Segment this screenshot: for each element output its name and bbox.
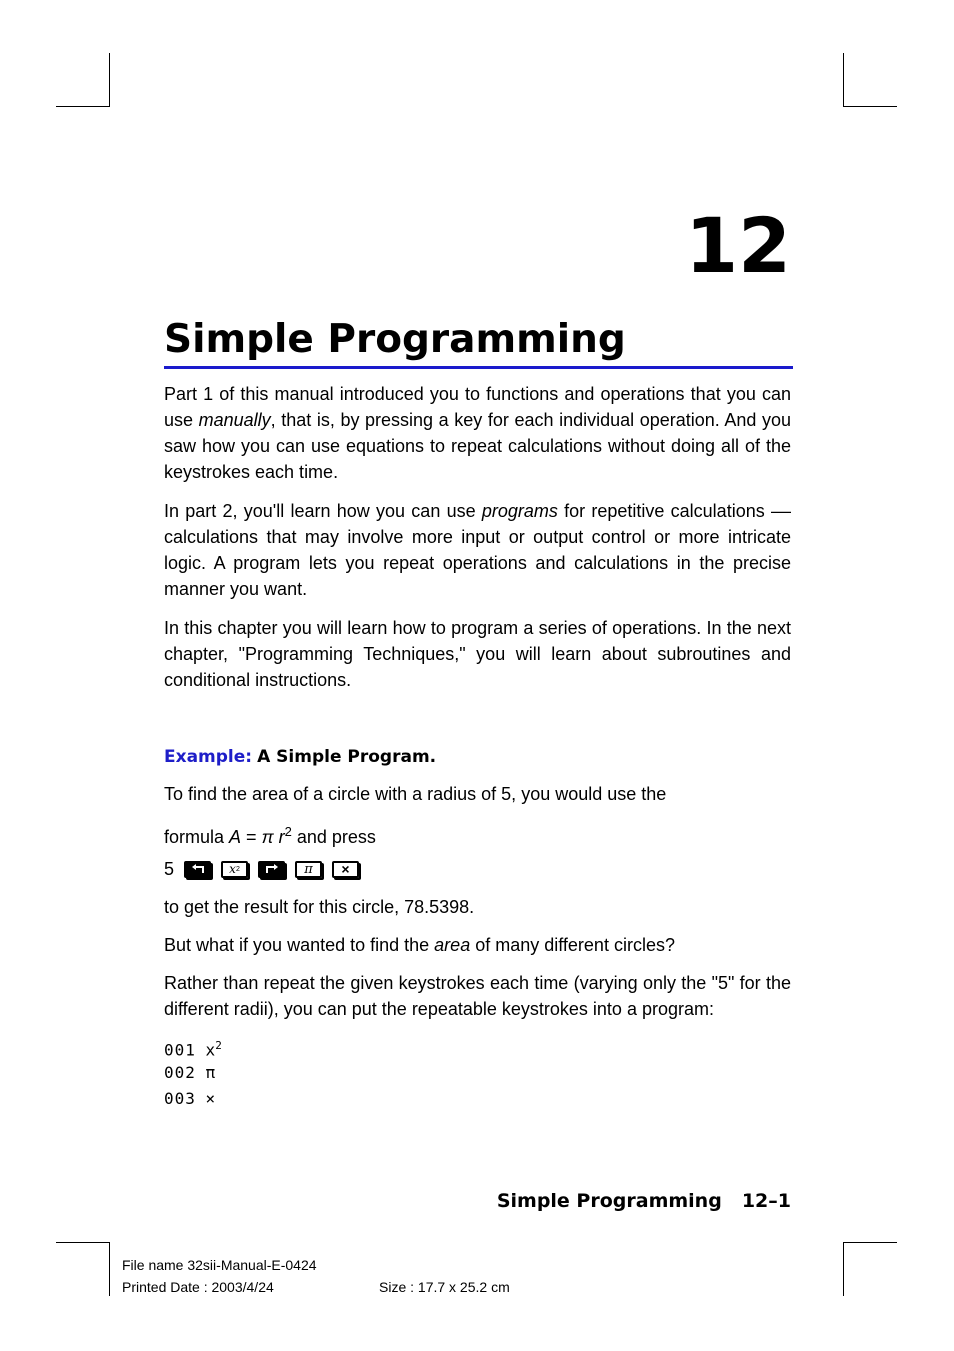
program-op: ×: [205, 1089, 216, 1108]
crop-mark-top-right-vertical: [843, 53, 844, 106]
intro-paragraph-2: [164, 498, 791, 602]
example-formula: [164, 819, 791, 850]
program-op: x: [205, 1040, 216, 1060]
question-text-b: of many different circles?: [470, 935, 675, 955]
program-line: [164, 1036, 222, 1060]
example-heading: [164, 743, 791, 770]
crop-mark-bottom-left-horizontal: [56, 1242, 110, 1243]
program-line: [164, 1089, 215, 1109]
formula-a: A: [229, 827, 242, 847]
multiply-key: ×: [332, 861, 359, 878]
question-emphasis: area: [434, 935, 471, 955]
example-rather: Rather than repeat the given keystrokes each time (varying only the "5" for the different radii), you can put the repeatable keystrokes into a program:: [164, 973, 791, 1019]
formula-prefix: formula: [164, 827, 230, 847]
formula-exponent: 2: [284, 824, 292, 839]
intro-2-emphasis: programs: [481, 501, 558, 521]
pi-key: π: [295, 861, 322, 878]
question-text-a: But what if you wanted to find the: [164, 935, 435, 955]
left-shift-icon: [184, 861, 211, 878]
keystroke-sequence: [164, 856, 359, 882]
intro-2-text-a: In part 2, you'll learn how you can use: [164, 501, 482, 521]
crop-mark-top-left-vertical: [109, 53, 110, 106]
crop-mark-bottom-right-horizontal: [843, 1242, 897, 1243]
running-footer: [497, 1190, 791, 1212]
page-size: Size : 17.7 x 25.2 cm: [379, 1279, 510, 1295]
crop-mark-bottom-right-vertical: [843, 1242, 844, 1296]
example-question: [164, 932, 791, 958]
intro-paragraph-1: [164, 381, 791, 485]
keystroke-digit: 5: [164, 858, 175, 879]
title-rule: [164, 366, 793, 369]
example-title: A Simple Program.: [257, 747, 437, 767]
program-op-exponent: 2: [215, 1039, 222, 1052]
printed-date: Printed Date : 2003/4/24: [122, 1279, 274, 1295]
program-line-number: 001: [164, 1040, 196, 1060]
example-line-1: To find the area of a circle with a radius of 5, you would use the: [164, 784, 667, 804]
crop-mark-bottom-left-vertical: [109, 1242, 110, 1296]
footer-section-title: Simple Programming: [496, 1190, 722, 1212]
formula-pi: π: [261, 827, 274, 847]
program-op: π: [205, 1063, 216, 1082]
formula-suffix: and press: [291, 827, 376, 847]
intro-1-text-b: , that is, by pressing a key for each individual operation. And you saw how you can use equations to repeat calculations without doing all of the keystrokes each time.: [164, 410, 791, 482]
crop-mark-top-right-horizontal: [843, 106, 897, 107]
program-line: [164, 1063, 215, 1083]
x-squared-key: x 2: [221, 861, 248, 878]
formula-equals: =: [241, 827, 262, 847]
formula-r: r: [273, 827, 285, 847]
file-name: File name 32sii-Manual-E-0424: [122, 1257, 317, 1273]
program-line-number: 003: [164, 1089, 196, 1108]
example-label: Example:: [164, 747, 253, 767]
intro-1-emphasis: manually: [198, 410, 271, 430]
crop-mark-top-left-horizontal: [56, 106, 110, 107]
example-result: to get the result for this circle, 78.5398.: [164, 897, 475, 917]
program-line-number: 002: [164, 1063, 196, 1082]
chapter-number: 12: [685, 201, 791, 290]
chapter-title: Simple Programming: [164, 317, 626, 362]
intro-2-text-b: for repetitive calculations ––calculations that may involve more input or output control or more intricate logic. A program lets you repeat operations and calculations in the precise manner you want.: [164, 501, 791, 599]
footer-page-number: 12–1: [741, 1190, 791, 1212]
intro-1-text-a: Part 1 of this manual introduced you to functions and operations that you can use: [164, 384, 791, 430]
right-shift-icon: [258, 861, 285, 878]
intro-paragraph-3: In this chapter you will learn how to program a series of operations. In the next chapter, "Programming Techniques," you will learn about subroutines and conditional instructions.: [164, 618, 791, 690]
